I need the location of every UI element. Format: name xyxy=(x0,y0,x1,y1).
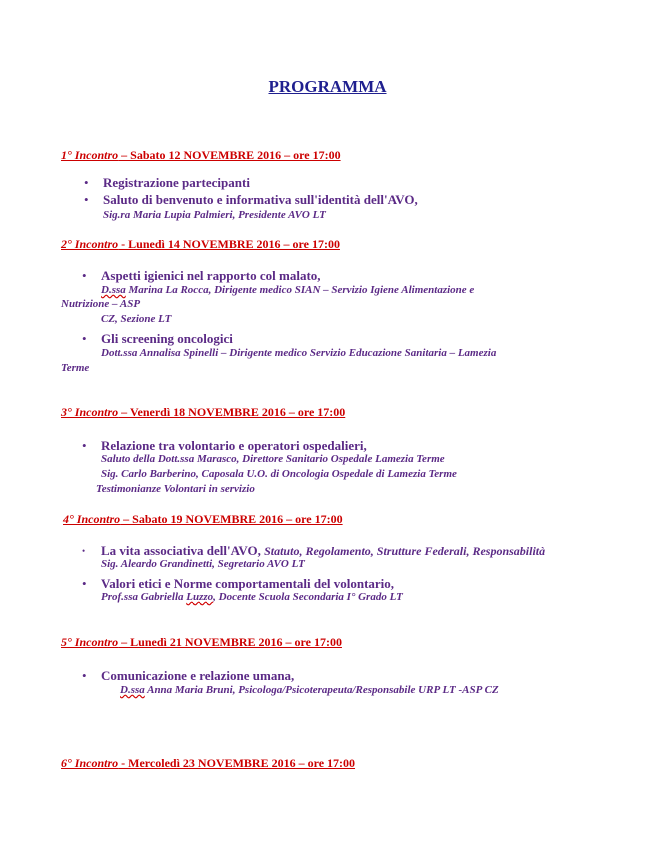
bullet-icon: • xyxy=(84,175,89,190)
speaker: Testimonianze Volontari in servizio xyxy=(96,483,255,495)
bullet-icon: • xyxy=(82,331,87,346)
bullet-icon: • xyxy=(82,668,87,683)
speaker: Saluto della Dott.ssa Marasco, Direttore Sanitario Ospedale Lamezia Terme xyxy=(101,453,445,465)
session-date: – Lunedì 21 NOVEMBRE 2016 – ore 17:00 xyxy=(118,635,342,649)
session-date: - Mercoledì 23 NOVEMBRE 2016 – ore 17:00 xyxy=(118,756,356,770)
agenda-item: Saluto di benvenuto e informativa sull'identità dell'AVO, xyxy=(103,192,418,207)
bullet-icon: • xyxy=(82,268,87,283)
session-4-header xyxy=(63,512,343,527)
bullet-icon: • xyxy=(82,438,87,453)
agenda-item: Valori etici e Norme comportamentali del volontario, xyxy=(101,576,395,591)
session-date: – Venerdì 18 NOVEMBRE 2016 – ore 17:00 xyxy=(118,405,346,419)
session-6-header xyxy=(61,756,355,771)
session-date: – Sabato 19 NOVEMBRE 2016 – ore 17:00 xyxy=(120,512,343,526)
session-label: 5° Incontro xyxy=(61,635,119,649)
speaker: Terme xyxy=(61,362,90,374)
bullet-icon: • xyxy=(82,546,86,556)
session-1-header xyxy=(61,148,341,163)
agenda-item: La vita associativa dell'AVO, Statuto, Regolamento, Strutture Federali, Responsabilità xyxy=(101,543,546,558)
speaker: Nutrizione – ASP xyxy=(61,298,141,310)
session-5-header xyxy=(61,635,342,650)
agenda-item: Aspetti igienici nel rapporto col malato, xyxy=(101,268,321,283)
agenda-item: Registrazione partecipanti xyxy=(103,175,250,190)
page-title: PROGRAMMA xyxy=(268,77,387,96)
session-label: 3° Incontro xyxy=(61,405,119,419)
session-label: 4° Incontro xyxy=(63,512,121,526)
bullet-icon: • xyxy=(82,576,87,591)
agenda-item: Comunicazione e relazione umana, xyxy=(101,668,295,683)
session-date: - Lunedì 14 NOVEMBRE 2016 – ore 17:00 xyxy=(118,237,340,251)
session-label: 1° Incontro xyxy=(61,148,119,162)
speaker: Sig.ra Maria Lupia Palmieri, Presidente AVO LT xyxy=(103,209,326,221)
agenda-item: Gli screening oncologici xyxy=(101,331,233,346)
speaker: D.ssa Anna Maria Bruni, Psicologa/Psicoterapeuta/Responsabile URP LT -ASP CZ xyxy=(120,684,499,696)
session-label: 6° Incontro xyxy=(61,756,119,770)
speaker: CZ, Sezione LT xyxy=(101,313,172,325)
speaker: Sig. Aleardo Grandinetti, Segretario AVO LT xyxy=(101,558,305,570)
session-date: – Sabato 12 NOVEMBRE 2016 – ore 17:00 xyxy=(118,148,341,162)
session-label: 2° Incontro xyxy=(61,237,119,251)
speaker: Prof.ssa Gabriella Luzzo, Docente Scuola Secondaria I° Grado LT xyxy=(101,591,403,603)
speaker: Sig. Carlo Barberino, Caposala U.O. di Oncologia Ospedale di Lamezia Terme xyxy=(101,468,457,480)
speaker: Dott.ssa Annalisa Spinelli – Dirigente medico Servizio Educazione Sanitaria – Lamezia xyxy=(101,347,497,359)
session-2-header xyxy=(61,237,340,252)
bullet-icon: • xyxy=(84,192,89,207)
speaker: D.ssa Marina La Rocca, Dirigente medico SIAN – Servizio Igiene Alimentazione e xyxy=(101,284,475,296)
agenda-item: Relazione tra volontario e operatori ospedalieri, xyxy=(101,438,367,453)
session-3-header xyxy=(61,405,345,420)
